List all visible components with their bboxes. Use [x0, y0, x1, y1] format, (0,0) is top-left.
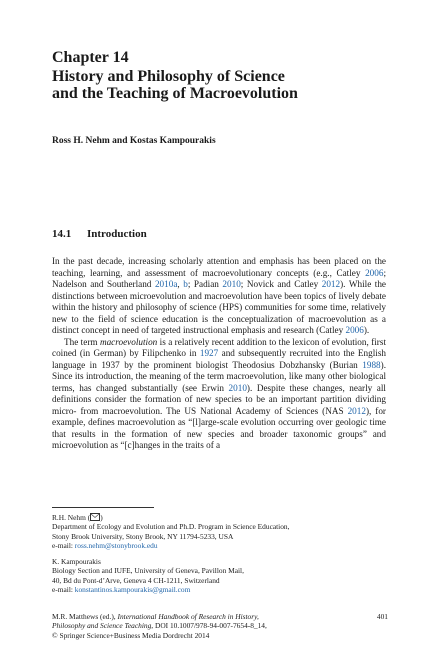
author-name: R.H. Nehm (: [52, 513, 91, 522]
email-label: e-mail:: [52, 540, 75, 550]
section-heading: [52, 228, 147, 240]
citation-link[interactable]: 2010: [222, 279, 241, 289]
footer-book-title: International Handbook of Research in History,: [117, 612, 259, 621]
footnote-author-1: [52, 513, 392, 550]
chapter-title-line-1: History and Philosophy of Science: [52, 68, 285, 85]
text-run: ,: [177, 279, 184, 289]
email-label: e-mail:: [52, 584, 75, 594]
paragraph-1: [52, 256, 386, 337]
citation-link[interactable]: 2012: [347, 405, 366, 416]
footer-line-1: [52, 612, 352, 621]
citation-link[interactable]: 2006: [345, 325, 364, 335]
body-text: [52, 256, 386, 452]
text-run: ; Nadelson and Southerland: [52, 267, 386, 289]
text-run: ).: [363, 325, 370, 335]
footer-line-2: [52, 621, 352, 630]
author-2-email-line: [52, 585, 392, 594]
paragraph-2: [52, 337, 386, 452]
chapter-title: [52, 68, 392, 102]
text-run: ). Despite these changes, nearly all definitions consider the formation of new species to be an important partition dividing micro- from macroevolution. The US National Academy of Sciences (NAS: [52, 382, 386, 416]
text-run: ). While the distinctions between microevolution and macroevolution have been topics of lively debate within the history and philosophy of science (HPS) communities for some time, relatively new to the field of science education is the conceptualization of macroevolution as a distinct concept in need of targeted instructional emphasis and research (Catley: [52, 279, 387, 335]
author-2-name: K. Kampourakis: [52, 557, 101, 566]
footer-book-title: Philosophy and Science Teaching: [52, 621, 152, 631]
footer-doi: , DOI 10.1007/978-94-007-7654-8_14,: [151, 621, 267, 631]
citation-link[interactable]: 2006: [365, 267, 384, 278]
citation-link[interactable]: 1988: [362, 359, 381, 370]
citation-link[interactable]: 2012: [321, 279, 341, 289]
publication-footer: [52, 612, 352, 640]
text-run: and subsequently recruited into the English language in 1937 by the prominent biologist Theodosius Dobzhansky (Burian: [52, 348, 386, 370]
section-number: 14.1: [52, 228, 72, 240]
chapter-label: Chapter 14: [52, 49, 129, 66]
author-1-name: [52, 513, 392, 522]
authors: Ross H. Nehm and Kostas Kampourakis: [52, 136, 216, 146]
text-run: In the past decade, increasing scholarly attention and emphasis has been placed on the teaching, learning, and assessment of macroevolutionary concepts (e.g., Catley: [52, 256, 386, 278]
text-run: is a relatively recent addition to the lexicon of evolution, first coined (in German) by Filipchenko in: [52, 336, 386, 358]
footer-text: M.R. Matthews (ed.),: [52, 612, 118, 621]
text-run: The term: [64, 336, 100, 347]
envelope-icon: [90, 513, 103, 522]
author-name-close: ): [100, 513, 103, 522]
emphasis: macroevolution: [99, 336, 158, 347]
email-link[interactable]: konstantinos.kampourakis@gmail.com: [74, 584, 191, 594]
text-run: ; Novick and Catley: [240, 279, 322, 289]
citation-link[interactable]: 2010: [228, 382, 247, 393]
text-run: ; Padian: [187, 279, 223, 289]
text-run: ), for example, defines macroevolution as “[l]arge-scale evolution occurring over geologic time that results in the formation of new species and broader taxonomic groups” and microevolution as “[c]hanges in the traits of a: [52, 405, 386, 450]
page-number: 401: [376, 612, 388, 621]
email-link[interactable]: ross.nehm@stonybrook.edu: [74, 540, 158, 550]
footnote-author-2: [52, 557, 392, 594]
citation-link[interactable]: 2010a: [154, 279, 178, 289]
citation-link[interactable]: 1927: [199, 348, 219, 358]
footnote-divider: [52, 507, 154, 508]
author-1-affiliation-line-1: Department of Ecology and Evolution and Ph.D. Program in Science Education,: [52, 522, 290, 532]
author-1-affiliation-line-2: Stony Brook University, Stony Brook, NY 11794-5233, USA: [52, 531, 234, 541]
section-title: Introduction: [87, 228, 147, 240]
author-1-email-line: [52, 541, 392, 550]
text-run: ). Since its introduction, the meaning of the term macroevolution, like many other biological terms, has changed substantially (see Erwin: [52, 359, 386, 393]
chapter-title-line-2: and the Teaching of Macroevolution: [52, 85, 298, 102]
footer-line-3: © Springer Science+Business Media Dordrecht 2014: [52, 630, 210, 640]
citation-link[interactable]: b: [183, 279, 188, 289]
author-2-affiliation-line-2: 40, Bd du Pont-d’Arve, Geneva 4 CH-1211, Switzerland: [52, 575, 220, 585]
author-2-affiliation-line-1: Biology Section and IUFE, University of Geneva, Pavillon Mail,: [52, 566, 244, 576]
